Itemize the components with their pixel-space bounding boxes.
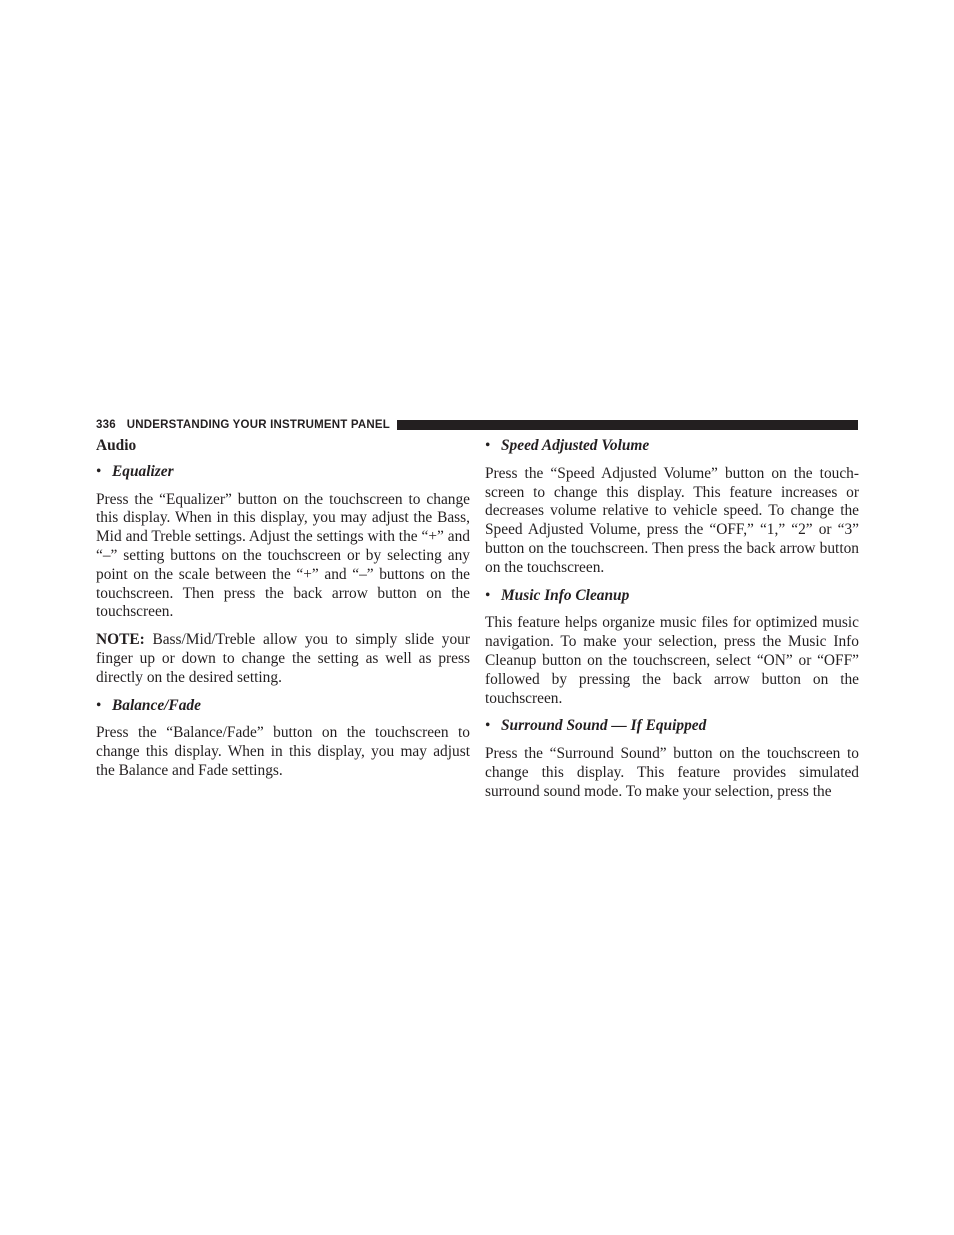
equalizer-paragraph: Press the “Equalizer” button on the touchscreen to change this display. When in this display, you may adjust the Bass, Mid and Treble settings. Adjust the settings with the “+” and “–” setting buttons on the touchscreen or by selecting any point on the scale between the “+” and “–” buttons on the touchscreen. Then press the back arrow button on the touchscreen. (96, 490, 470, 621)
surround-sound-bullet (485, 717, 859, 736)
speed-adjusted-volume-bullet-label: Speed Adjusted Volume (501, 437, 650, 454)
bullet-icon: • (96, 696, 102, 714)
bullet-icon: • (485, 437, 491, 454)
balance-fade-bullet-label: Balance/Fade (112, 696, 201, 714)
note-label: NOTE: (96, 631, 145, 649)
equalizer-bullet-label: Equalizer (112, 462, 174, 480)
balance-fade-bullet (96, 697, 470, 716)
right-column (485, 437, 859, 811)
bullet-icon: • (96, 462, 102, 480)
header-rule-bar (397, 420, 858, 430)
balance-fade-paragraph: Press the “Balance/Fade” button on the touchscreen to change this display. When in this display, you may adjust the Balance and Fade settings. (96, 724, 470, 779)
music-info-cleanup-bullet (485, 587, 859, 606)
speed-adjusted-volume-bullet (485, 437, 859, 456)
note-paragraph (96, 631, 470, 687)
page-header (96, 417, 858, 433)
surround-sound-paragraph: Press the “Surround Sound” button on the touchscreen to change this display. This feature provides simulated surround sound mode. To make your selection, press the (485, 745, 859, 800)
bullet-icon: • (485, 586, 491, 604)
bullet-icon: • (485, 717, 491, 735)
speed-adjusted-volume-paragraph: Press the “Speed Adjusted Volume” button on the touch-screen to change this display. This feature increases or decreases volume relative to vehicle speed. To change the Speed Adjusted Volume, press the “OFF,” “1,” “2” or “3” button on the touchscreen. Then press the back arrow button on the touchscreen. (485, 464, 859, 576)
left-column (96, 437, 470, 790)
section-title: UNDERSTANDING YOUR INSTRUMENT PANEL (126, 419, 390, 431)
surround-sound-bullet-label: Surround Sound — If Equipped (501, 717, 707, 735)
audio-heading: Audio (96, 437, 137, 454)
music-info-cleanup-paragraph: This feature helps organize music files for optimized music navigation. To make your selection, press the Music Info Cleanup button on the touchscreen, select “ON” or “OFF” followed by pressing the back arrow button on the touchscreen. (485, 614, 859, 707)
equalizer-bullet (96, 463, 470, 482)
note-text: Bass/Mid/Treble allow you to simply slide your finger up or down to change the setting as well as press directly on the desired setting. (96, 631, 470, 686)
music-info-cleanup-bullet-label: Music Info Cleanup (501, 586, 630, 604)
page-number: 336 (96, 419, 116, 431)
